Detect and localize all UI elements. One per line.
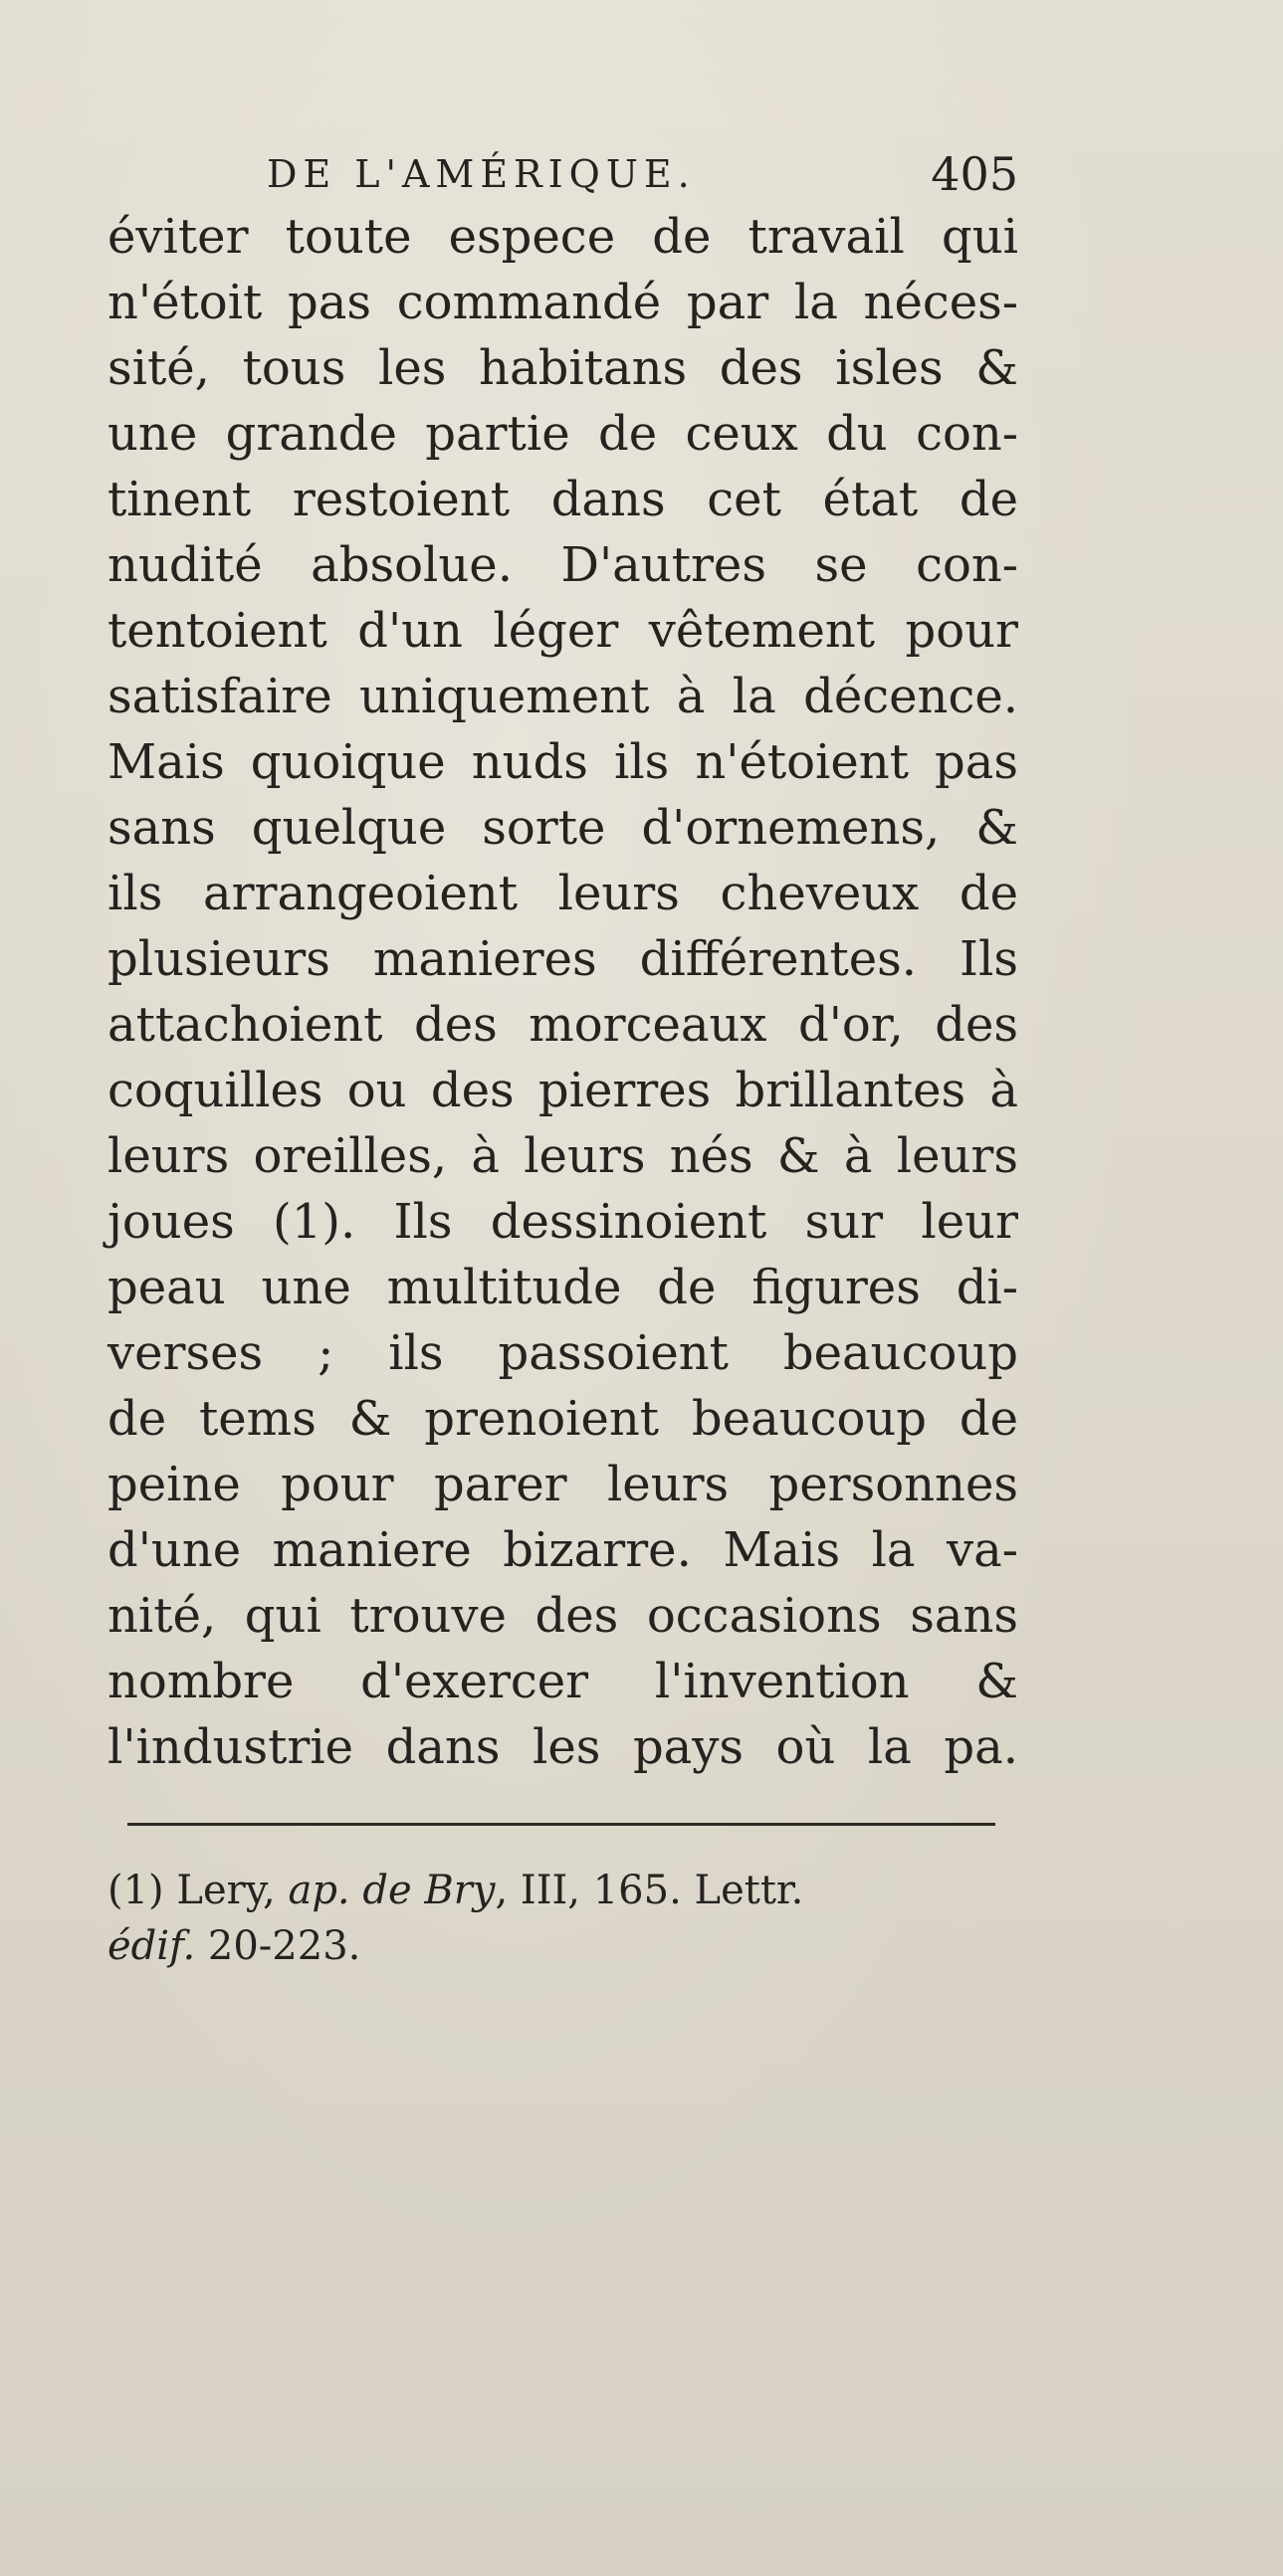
- text-line: satisfaire uniquement à la décence.: [107, 669, 1018, 724]
- page-header: [107, 139, 1018, 209]
- text-line: n'étoit pas commandé par la néces-: [107, 275, 1018, 330]
- footnote-author: Lery,: [176, 1868, 276, 1913]
- text-line: verses ; ils passoient beaucoup: [107, 1325, 1018, 1381]
- text-line: de tems & prenoient beaucoup de: [107, 1391, 1018, 1447]
- text-line: ils arrangeoient leurs cheveux de: [107, 866, 1018, 921]
- text-line: l'industrie dans les pays où la pa.: [107, 1719, 1018, 1775]
- text-line: nité, qui trouve des occasions sans: [107, 1588, 1018, 1644]
- text-line: nombre d'exercer l'invention &: [107, 1654, 1018, 1709]
- footnote-rule: [127, 1823, 995, 1826]
- footnote: [107, 1863, 1018, 1974]
- text-line: tinent restoient dans cet état de: [107, 472, 1018, 527]
- text-line: joues (1). Ils dessinoient sur leur: [107, 1194, 1018, 1250]
- text-line: sans quelque sorte d'ornemens, &: [107, 800, 1018, 856]
- footnote-citation: , III, 165. Lettr.: [495, 1868, 804, 1913]
- text-line: une grande partie de ceux du con-: [107, 406, 1018, 462]
- text-line: d'une maniere bizarre. Mais la va-: [107, 1522, 1018, 1578]
- text-line: sité, tous les habitans des isles &: [107, 340, 1018, 396]
- footnote-work: ap. de Bry: [288, 1868, 496, 1913]
- text-line: Mais quoique nuds ils n'étoient pas: [107, 734, 1018, 790]
- text-line: éviter toute espece de travail qui: [107, 209, 1018, 265]
- text-line: leurs oreilles, à leurs nés & à leurs: [107, 1128, 1018, 1184]
- text-line: tentoient d'un léger vêtement pour: [107, 603, 1018, 659]
- text-line: attachoient des morceaux d'or, des: [107, 997, 1018, 1053]
- page-number: 405: [931, 147, 1018, 201]
- text-line: nudité absolue. D'autres se con-: [107, 537, 1018, 593]
- text-line: peine pour parer leurs personnes: [107, 1457, 1018, 1512]
- running-head: DE L'AMÉRIQUE.: [267, 152, 696, 196]
- main-text: [107, 204, 1018, 1780]
- text-line: peau une multitude de figures di-: [107, 1260, 1018, 1315]
- footnote-line: [107, 1918, 1018, 1974]
- text-line: plusieurs manieres différentes. Ils: [107, 931, 1018, 987]
- text-line: coquilles ou des pierres brillantes à: [107, 1063, 1018, 1118]
- footnote-line: [107, 1863, 1018, 1918]
- footnote-work-abbrev: édif.: [107, 1923, 196, 1969]
- footnote-marker: (1): [107, 1868, 164, 1913]
- footnote-pages: 20-223.: [207, 1923, 361, 1969]
